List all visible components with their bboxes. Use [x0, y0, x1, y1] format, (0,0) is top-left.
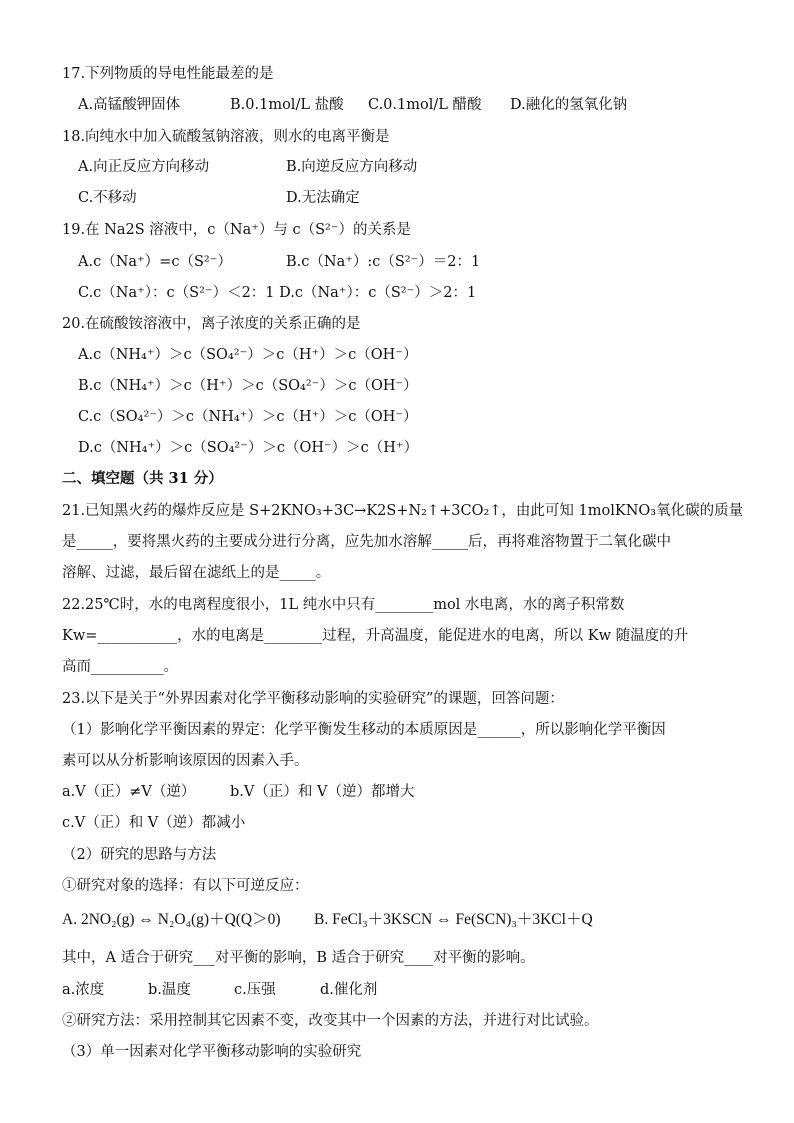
q19-option-a: A.c（Na⁺）=c（S²⁻）: [78, 254, 232, 270]
q18-option-d: D.无法确定: [286, 190, 360, 206]
q20-option-c: C.c（SO₄²⁻）＞c（NH₄⁺）＞c（H⁺）＞c（OH⁻）: [78, 409, 418, 425]
q23-part1-option-c: c.V（正）和 V（逆）都减小: [62, 815, 246, 831]
q20-option-b: B.c（NH₄⁺）＞c（H⁺）＞c（SO₄²⁻）＞c（OH⁻）: [78, 378, 418, 394]
q19-option-d: D.c（Na⁺）：c（S²⁻）＞2：1: [279, 285, 477, 301]
q17-option-a: A.高锰酸钾固体: [78, 97, 181, 113]
q18-options-row2: [78, 188, 758, 208]
q19-option-c: C.c（Na⁺）：c（S²⁻）＜2：1: [78, 285, 275, 301]
q23-part2-options: [62, 980, 742, 1000]
q23-part2-method: ②研究方法：采用控制其它因素不变，改变其中一个因素的方法，并进行对比试验。: [62, 1013, 599, 1029]
q17-option-c: C.0.1mol/L 醋酸: [368, 97, 482, 113]
q23-part1-line-2: 素可以从分析影响该原因的因素入手。: [62, 753, 309, 769]
q20-option-d: D.c（NH₄⁺）＞c（SO₄²⁻）＞c（OH⁻）＞c（H⁺）: [78, 440, 419, 456]
q23-stem: 23.以下是关于“外界因素对化学平衡移动影响的实验研究”的课题，回答问题：: [62, 691, 564, 707]
q23-part2-option-b: b.温度: [148, 982, 191, 998]
reaction-a: A. 2NO₂(g) ⇔ N₂O₄(g)＋Q(Q＞0): [62, 911, 281, 928]
q18-option-c: C.不移动: [78, 190, 137, 206]
q18-stem: 18.向纯水中加入硫酸氢钠溶液，则水的电离平衡是: [62, 129, 390, 145]
section-heading: 二、填空题（共 31 分）: [62, 470, 223, 487]
q23-part2-subject: ①研究对象的选择：有以下可逆反应：: [62, 878, 309, 894]
q23-part2-option-a: a.浓度: [62, 982, 105, 998]
q20-stem: 20.在硫酸铵溶液中，离子浓度的关系正确的是: [62, 316, 361, 332]
q23-reactions: [62, 910, 742, 930]
q22-line-1: 22.25℃时，水的电离程度很小，1L 纯水中只有________mol 水电离，水的离子积常数: [62, 597, 625, 613]
q23-part1-option-b: b.V（正）和 V（逆）都增大: [230, 784, 415, 800]
q17-options: [78, 95, 758, 115]
q17-stem: 17.下列物质的导电性能最差的是: [62, 66, 274, 82]
q23-part2-option-c: c.压强: [234, 982, 276, 998]
q23-part1-line-1: （1）影响化学平衡因素的界定：化学平衡发生移动的本质原因是______，所以影响化学平衡因: [62, 722, 666, 738]
q18-option-a: A.向正反应方向移动: [78, 159, 210, 175]
q21-line-2: 是_____，要将黑火药的主要成分进行分离，应先加水溶解_____后，再将难溶物置于二氧化碳中: [62, 534, 671, 550]
q17-option-d: D.融化的氢氧化钠: [510, 97, 628, 113]
q23-part2-question: 其中，A 适合于研究___对平衡的影响，B 适合于研究____对平衡的影响。: [62, 950, 535, 966]
reaction-b: B. FeCl₃＋3KSCN ⇔ Fe(SCN)₃＋3KCl＋Q: [314, 911, 593, 928]
q23-part2-option-d: d.催化剂: [320, 982, 378, 998]
q20-option-a: A.c（NH₄⁺）＞c（SO₄²⁻）＞c（H⁺）＞c（OH⁻）: [78, 347, 418, 363]
q23-part2-title: （2）研究的思路与方法: [62, 847, 217, 863]
q18-option-b: B.向逆反应方向移动: [286, 159, 418, 175]
q19-stem: 19.在 Na2S 溶液中，c（Na⁺）与 c（S²⁻）的关系是: [62, 222, 412, 238]
q23-part3-title: （3）单一因素对化学平衡移动影响的实验研究: [62, 1044, 362, 1060]
q17-option-b: B.0.1mol/L 盐酸: [230, 97, 344, 113]
q19-options-row2: [78, 283, 758, 303]
q19-option-b: B.c（Na⁺）:c（S²⁻）＝2：1: [286, 254, 481, 270]
q22-line-2: Kw=___________，水的电离是________过程，升高温度，能促进水的电离，所以 Kw 随温度的升: [62, 628, 689, 644]
q21-line-3: 溶解、过滤，最后留在滤纸上的是_____。: [62, 565, 331, 581]
q18-options-row1: [78, 157, 758, 177]
q19-options-row1: [78, 252, 758, 272]
q23-part1-options-row1: [62, 782, 742, 802]
q21-line-1: 21.已知黑火药的爆炸反应是 S+2KNO₃+3C→K2S+N₂↑+3CO₂↑，由此可知 1molKNO₃氧化碳的质量: [62, 503, 744, 519]
q23-part1-option-a: a.V（正）≠V（逆）: [62, 784, 196, 800]
q22-line-3: 高而__________。: [62, 659, 178, 675]
